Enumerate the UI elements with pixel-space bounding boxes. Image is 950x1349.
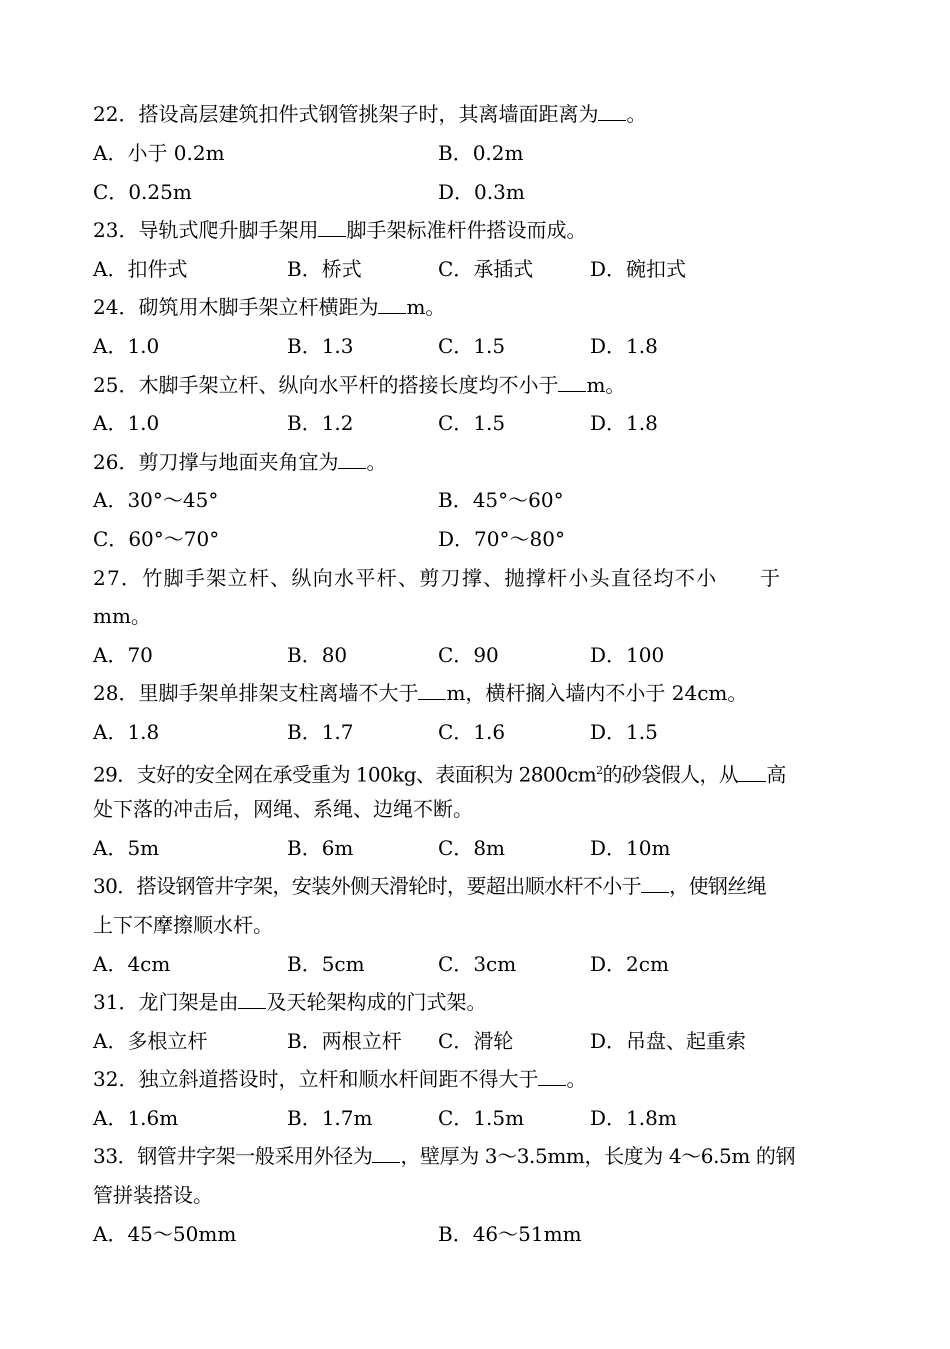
option-b: B．两根立杆 xyxy=(287,1029,402,1053)
question-27-cont xyxy=(93,604,863,628)
question-28 xyxy=(93,681,863,705)
options-23 xyxy=(93,257,863,281)
question-text-end: m，横杆搁入墙内不小于 24cm。 xyxy=(446,681,748,705)
option-d: D．1.8 xyxy=(590,334,658,358)
question-26 xyxy=(93,450,863,474)
option-c: C．8m xyxy=(438,836,506,860)
question-29 xyxy=(93,759,863,787)
question-text-mid: ，壁厚为 3～3.5mm，长度为 4～6.5m 的钢 xyxy=(400,1144,796,1168)
option-c: C．1.5 xyxy=(438,411,506,435)
question-text: 29．支好的安全网在承受重为 100kg、表面积为 2800cm xyxy=(93,762,597,787)
question-text: 23．导轨式爬升脚手架用 xyxy=(93,218,319,242)
option-b: B．45°～60° xyxy=(438,488,564,512)
option-a: A．扣件式 xyxy=(93,257,188,281)
options-26b xyxy=(93,527,863,551)
options-33 xyxy=(93,1222,863,1246)
option-d: D．吊盘、起重索 xyxy=(590,1029,747,1053)
options-26 xyxy=(93,488,863,512)
option-d: D．100 xyxy=(590,643,665,667)
question-text: 25．木脚手架立杆、纵向水平杆的搭接长度均不小于 xyxy=(93,373,559,397)
question-31 xyxy=(93,990,863,1014)
superscript: 2 xyxy=(596,764,603,777)
option-a: A．1.8 xyxy=(93,720,160,744)
option-d: D．1.8m xyxy=(590,1106,677,1130)
question-text-end: 上下不摩擦顺水杆。 xyxy=(93,913,273,937)
options-32 xyxy=(93,1106,863,1130)
option-a: A．45～50mm xyxy=(93,1222,237,1246)
options-29 xyxy=(93,836,863,860)
question-text-mid: 的砂袋假人，从 xyxy=(602,762,739,787)
option-b: B．1.3 xyxy=(287,334,354,358)
option-b: B．1.7 xyxy=(287,720,354,744)
option-c: C．承插式 xyxy=(438,257,534,281)
answer-blank xyxy=(558,373,586,392)
option-a: A．多根立杆 xyxy=(93,1029,208,1053)
question-25 xyxy=(93,373,863,397)
option-a: A．1.6m xyxy=(93,1106,179,1130)
question-text-end: m。 xyxy=(406,295,446,319)
question-32 xyxy=(93,1067,863,1091)
options-22b xyxy=(93,180,863,204)
answer-blank xyxy=(378,295,406,314)
options-25 xyxy=(93,411,863,435)
option-d: D．0.3m xyxy=(438,180,525,204)
answer-blank xyxy=(738,763,766,782)
option-b: B．5cm xyxy=(287,952,365,976)
options-24 xyxy=(93,334,863,358)
option-d: D．1.8 xyxy=(590,411,658,435)
options-31 xyxy=(93,1029,863,1053)
question-text: 26．剪刀撑与地面夹角宜为 xyxy=(93,450,339,474)
option-c: C．1.5m xyxy=(438,1106,525,1130)
option-b: B．1.7m xyxy=(287,1106,373,1130)
option-a: A．1.0 xyxy=(93,334,160,358)
question-text: 30．搭设钢管井字架，安装外侧天滑轮时，要超出顺水杆不小于 xyxy=(93,874,642,898)
option-d: D．1.5 xyxy=(590,720,658,744)
question-29-cont xyxy=(93,797,863,821)
option-d: D．2cm xyxy=(590,952,669,976)
option-d: D．碗扣式 xyxy=(590,257,687,281)
option-c: C．60°～70° xyxy=(93,527,220,551)
option-b: B．80 xyxy=(287,643,348,667)
option-c: C．滑轮 xyxy=(438,1029,514,1053)
question-text-end: 及天轮架构成的门式架。 xyxy=(266,990,487,1014)
question-text-mid: ，使钢丝绳 xyxy=(669,874,767,898)
question-text-end: 管拼装搭设。 xyxy=(93,1183,213,1207)
question-text: 31．龙门架是由 xyxy=(93,990,239,1014)
question-24 xyxy=(93,295,863,319)
question-30 xyxy=(93,874,863,898)
option-c: C．1.6 xyxy=(438,720,506,744)
option-a: A．1.0 xyxy=(93,411,160,435)
question-text: 27．竹脚手架立杆、纵向水平杆、剪刀撑、抛撑杆小头直径均不小 于 xyxy=(93,566,782,590)
option-a: A．30°～45° xyxy=(93,488,219,512)
question-text-end: 。 xyxy=(366,450,387,474)
question-text: 22．搭设高层建筑扣件式钢管挑架子时，其离墙面距离为 xyxy=(93,102,599,126)
option-d: D．70°～80° xyxy=(438,527,565,551)
option-b: B．桥式 xyxy=(287,257,362,281)
option-b: B．6m xyxy=(287,836,354,860)
options-27 xyxy=(93,643,863,667)
question-text: 32．独立斜道搭设时，立杆和顺水杆间距不得大于 xyxy=(93,1067,539,1091)
answer-blank xyxy=(598,102,626,121)
option-a: A．4cm xyxy=(93,952,171,976)
question-22 xyxy=(93,102,863,126)
option-c: C．0.25m xyxy=(93,180,192,204)
question-text-end: 。 xyxy=(626,102,647,126)
option-c: C．1.5 xyxy=(438,334,506,358)
option-a: A．小于 0.2m xyxy=(93,141,225,165)
option-a: A．70 xyxy=(93,643,153,667)
question-27 xyxy=(93,566,863,590)
question-text-end: 脚手架标准杆件搭设而成。 xyxy=(346,218,587,242)
answer-blank xyxy=(338,450,366,469)
option-c: C．3cm xyxy=(438,952,517,976)
question-text: 33．钢管井字架一般采用外径为 xyxy=(93,1144,373,1168)
options-28 xyxy=(93,720,863,744)
question-text-end: m。 xyxy=(586,373,626,397)
option-b: B．0.2m xyxy=(438,141,524,165)
options-22 xyxy=(93,141,863,165)
option-c: C．90 xyxy=(438,643,499,667)
question-text-end: mm。 xyxy=(93,604,151,628)
answer-blank xyxy=(538,1067,566,1086)
question-text-tail: 高 xyxy=(766,762,786,787)
question-text: 24．砌筑用木脚手架立杆横距为 xyxy=(93,295,379,319)
answer-blank xyxy=(418,681,446,700)
answer-blank xyxy=(641,874,669,893)
question-text: 28．里脚手架单排架支柱离墙不大于 xyxy=(93,681,419,705)
option-a: A．5m xyxy=(93,836,160,860)
option-b: B．1.2 xyxy=(287,411,354,435)
options-30 xyxy=(93,952,863,976)
question-30-cont xyxy=(93,913,863,937)
question-text-end: 处下落的冲击后，网绳、系绳、边绳不断。 xyxy=(93,797,473,821)
option-d: D．10m xyxy=(590,836,671,860)
question-33 xyxy=(93,1144,863,1168)
question-text-end: 。 xyxy=(566,1067,587,1091)
answer-blank xyxy=(318,218,346,237)
answer-blank xyxy=(238,990,266,1009)
question-33-cont xyxy=(93,1183,863,1207)
option-b: B．46～51mm xyxy=(438,1222,582,1246)
question-23 xyxy=(93,218,863,242)
answer-blank xyxy=(372,1144,400,1163)
